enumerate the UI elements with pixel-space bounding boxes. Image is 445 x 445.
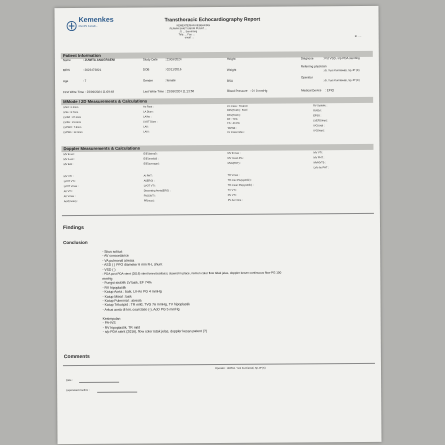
doppler-value: MV E max : — [227, 151, 241, 155]
mmode-value: EF : 70% — [227, 117, 238, 121]
doppler-value: MV A vel : — [63, 157, 75, 162]
doppler-value: LVOT VTI : — [143, 184, 157, 188]
mmode-value: IVC(exp) : — [313, 124, 325, 128]
mrn-value: : 2023473821 — [82, 67, 102, 72]
finding-line: Kesimpulan — [102, 316, 121, 321]
doppler-header: Doppler Measurements & Calculations — [61, 144, 373, 152]
date-signature-line — [79, 382, 119, 383]
mmode-value: FS : 40.9% — [227, 122, 240, 126]
comments-title: Comments — [63, 353, 90, 361]
mmode-header: MMode / 2D Measurements & Calculations — [61, 97, 373, 105]
doppler-value: LVIs by PHT : — [313, 166, 329, 170]
patient-info-header: Patient Information — [61, 51, 373, 59]
mmode-value: TAPSE : — [227, 126, 237, 130]
finding-line: - Katup Aorta : baik, LV-Ao PG 4 mmHg — [102, 289, 162, 294]
age-value: : 7 — [82, 78, 87, 83]
height-label: Height — [226, 56, 236, 61]
mmode-value: LAV : — [143, 125, 150, 129]
address-line: email: ... — [184, 36, 195, 40]
operator-value: : dr. Yuni Kurniawati, Sp.JP (K) — [322, 79, 360, 83]
mmode-value: EDV(Teich) : 59ml — [227, 109, 248, 113]
mmode-value: IVSs : 8.7mm — [63, 110, 79, 115]
doppler-value: AoV(mean) : — [63, 199, 78, 204]
diagnose-value: : Pst VSD, s/p PDA stenting — [322, 56, 360, 61]
comments-date: Date : — [66, 379, 73, 383]
logo-title: Kemenkes — [78, 16, 114, 24]
first-write-value: : 23/09/2024 11:09:48 — [85, 89, 115, 94]
last-write-label: Last Write Time — [143, 89, 164, 94]
doppler-value: MVA(VTI) : — [313, 161, 326, 165]
mmode-value: LVPWd : 7.8mm — [63, 125, 82, 130]
doppler-value: AV Vmax : — [63, 194, 76, 199]
conclusion-title: Conclusion — [63, 239, 88, 246]
address-line: Jl. ... Semarang — [179, 30, 198, 34]
doppler-value: TR Vmax : — [227, 173, 240, 177]
finding-line: - Arkus aorta di kiri, coarctatio (-), AoD PG 5 mmHg — [102, 307, 180, 312]
address-line: Telp. ... Fax. ... — [178, 33, 196, 37]
doppler-value: PV Acc time : — [227, 198, 243, 202]
mmode-value: LV mass : 78.4mm — [227, 104, 248, 108]
finding-line: - RV hipoplastik — [102, 285, 127, 290]
doppler-value: MV PHT : — [313, 156, 325, 160]
last-write-value: : 23/09/2024 11:13:58 — [165, 89, 195, 94]
comments-operator: Operator : drWNA. Yuni Kurniawati, Sp.JP (K) — [214, 366, 266, 371]
finding-line: - PDA post PDA stent (2016) stent terevisualisasi, stowed in place, namun color flow tidak jelas, doppler kesan continuous flow PG 100 — [102, 270, 282, 277]
findings-list — [102, 249, 282, 335]
medical-device-label: Medical Device — [301, 88, 322, 93]
referring-value: : dr. Yuni Kurniawati, Sp.JP (K) — [322, 69, 360, 73]
doppler-value: MV E/A : — [63, 163, 74, 167]
finding-line: - Katup Pulmonal : atresia — [102, 298, 142, 303]
study-date-value: : 23/09/2024 — [164, 57, 182, 62]
dob-value: : 02/11/2016 — [164, 67, 182, 72]
mrn-label: MRN — [62, 68, 70, 73]
finding-line: - Situs solitus — [102, 249, 123, 254]
gender-label: Gender — [142, 78, 154, 83]
mmode-value: LA/Ao : — [143, 115, 152, 119]
report-page — [54, 6, 381, 444]
doppler-value: MV VTI : — [63, 175, 74, 179]
doppler-value: E/E'(medial) : — [143, 157, 159, 161]
address-line: KEMENTERIAN KESEHATAN — [176, 24, 211, 28]
finding-line: - VSD ( ) — [102, 267, 116, 272]
finding-line: - AV concordance — [102, 254, 129, 259]
comments-divider — [63, 363, 375, 366]
doppler-value: TR mean PG(systolic) : — [227, 183, 254, 187]
doppler-value: AI PHT : — [143, 174, 154, 178]
doppler-value: MV E vel : — [63, 152, 75, 157]
doppler-value: E/E'(lateral) : — [143, 152, 158, 156]
doppler-value: AV VTI : — [63, 190, 73, 194]
blood-pressure-label: Blood Pressure — [227, 88, 248, 93]
finding-line: - s/p PDA stent (2016), flow color tidak jelas, doppler kesan patent (?) — [102, 329, 207, 334]
doppler-value: MV mean PG : — [227, 156, 244, 160]
finding-line: - Katup Trikuspid : TR mild, TVG 76 mmHg, TV hipoplastik — [102, 302, 191, 308]
mmode-value: LAVI : — [143, 130, 150, 134]
finding-line: - PA-IVS — [102, 320, 116, 326]
supervised-signature-line — [97, 392, 137, 393]
doppler-value: MVA(PHT) : — [227, 161, 241, 165]
mmode-value: Ao Root : — [143, 105, 154, 109]
mmode-value: LVIDs : 21.6mm — [63, 120, 82, 125]
doppler-value: LVOT Vmax : — [63, 184, 79, 189]
medical-device-value: : EPIQ — [325, 88, 334, 93]
patient-name-value: : JUWITA ANGGRAENI — [82, 57, 115, 62]
patient-name-label: Name — [62, 58, 71, 63]
gender-value: : female — [164, 78, 176, 83]
finding-line: mmHg — [102, 276, 113, 281]
mmode-value: LVIDd : 37.1mm — [63, 115, 82, 120]
finding-line: - RV hipoplastik, TR mild — [102, 325, 140, 330]
weight-label: Weight — [226, 67, 237, 72]
mmode-value: EPSS : — [313, 114, 322, 118]
mmode-value: LV mass index : — [227, 130, 245, 134]
mmode-value: RVIDd : — [313, 109, 322, 113]
findings-title: Findings — [62, 224, 84, 232]
operator-label: Operator — [300, 75, 313, 80]
section-divider — [62, 213, 374, 216]
document-code: IK - ... — [354, 34, 362, 39]
mmode-value: LVEF(Simp) : — [313, 119, 329, 123]
finding-line: - Katup Mitral : baik — [102, 294, 132, 299]
doppler-value: LVOT VTI : — [63, 179, 76, 184]
referring-label: Referring physician — [300, 64, 327, 69]
blood-pressure-value: : 0 / 0 mmHg — [250, 88, 268, 93]
doppler-value: Dissenting Aorta(ERO) : — [143, 189, 171, 193]
doppler-value: PR(max) : — [143, 199, 156, 203]
mmode-value: LVPWs : 12.0mm — [63, 130, 83, 135]
bsa-label: BSA — [226, 78, 234, 83]
supervised-confirm: Supervised Confirm : — [66, 388, 90, 393]
first-write-label: First Write Time — [63, 89, 85, 95]
doppler-value: RV VTI : — [227, 193, 238, 197]
mmode-value: LVOT Diam : — [143, 120, 158, 124]
doppler-value: TV VTI : — [227, 188, 237, 192]
finding-line: - ASD ( ) PFO diameter 6 mm R-L shunt — [102, 262, 163, 268]
doppler-value: MV VTI : — [313, 151, 324, 155]
mmode-value: IVSd : 6.2mm — [63, 105, 79, 110]
finding-line: - VA pulmonal atresia — [102, 258, 135, 263]
doppler-value: AI(ERO) : — [143, 179, 155, 183]
address-line: RUMAH SAKIT UMUM PUSAT ... — [169, 27, 207, 31]
doppler-value: RV(S)VTI : — [143, 194, 156, 198]
mmode-value: ESV(Teich) : — [227, 113, 242, 117]
dob-label: DOB — [142, 67, 150, 72]
mmode-value: LA Diam : — [143, 110, 155, 114]
mmode-value: IVC(insp) : — [313, 129, 326, 133]
doppler-value: E/E'(average) : — [143, 162, 161, 166]
study-date-label: Study Date — [142, 57, 158, 62]
mmode-value: RV Systolic : — [313, 104, 328, 108]
diagnose-label: Diagnose — [300, 56, 314, 61]
age-label: Age — [62, 79, 69, 84]
report-title: Transthoracic Echocardiography Report — [164, 16, 261, 24]
finding-line: - Fungsi sistolik LV baik, EF 74% — [102, 280, 152, 285]
kemenkes-logo-icon — [67, 18, 77, 28]
doppler-value: TR max PG(systolic) : — [227, 178, 253, 182]
logo-subtitle: RSUPS Kariadi... — [78, 24, 98, 28]
